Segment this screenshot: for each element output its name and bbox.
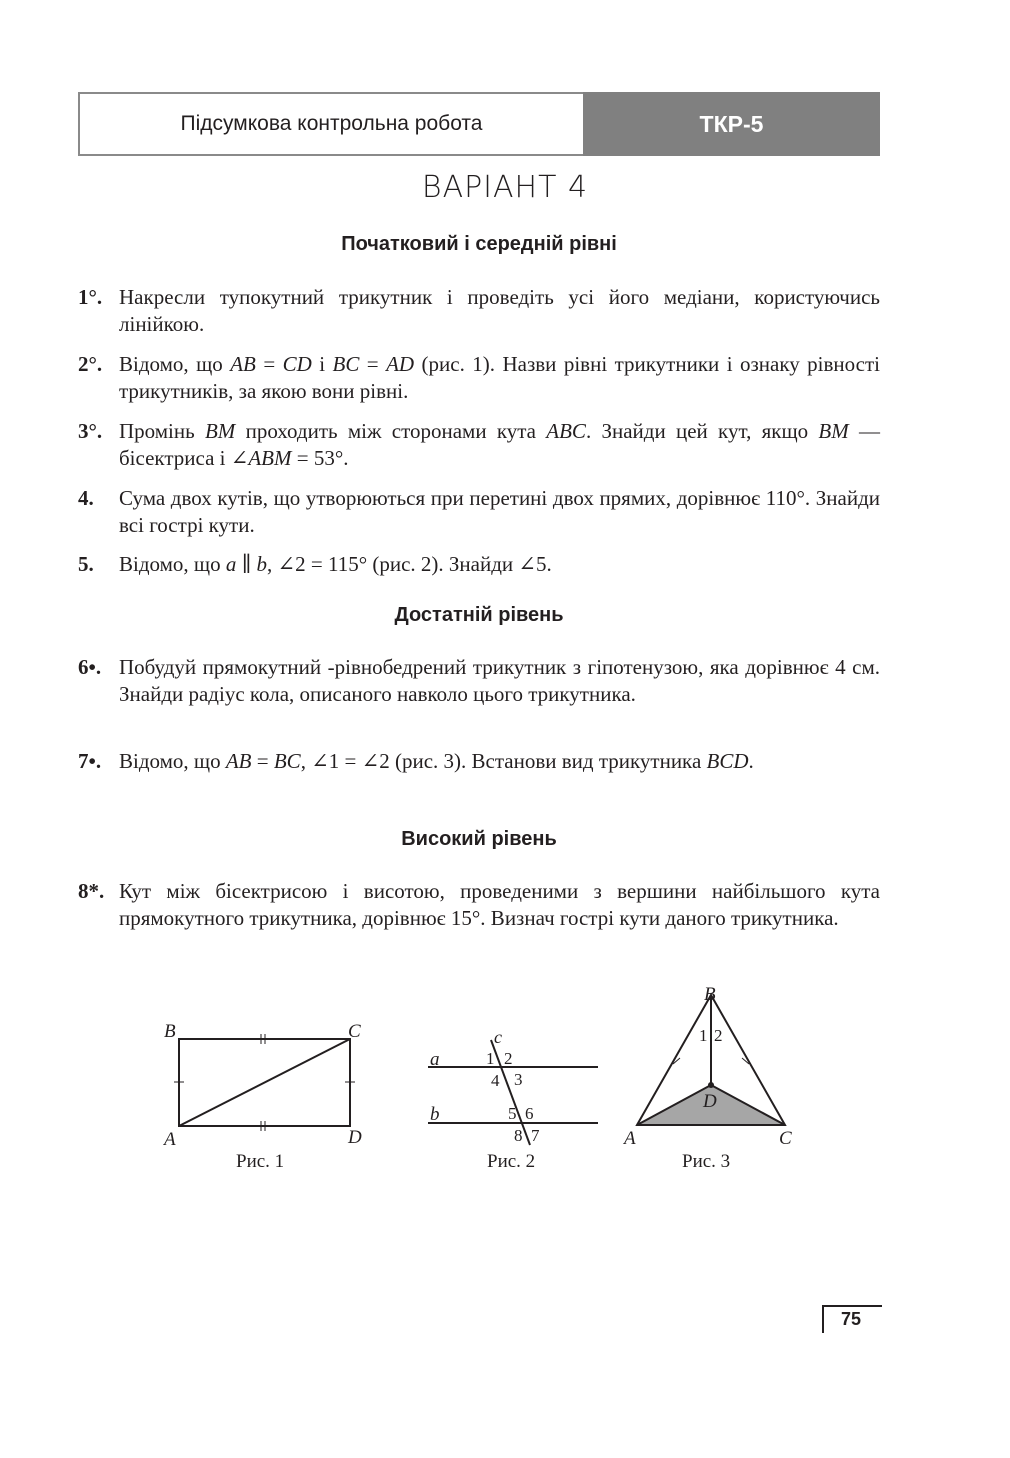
fig2-angle-2: 2 xyxy=(504,1049,513,1068)
task-number: 7•. xyxy=(78,749,102,773)
fig2-label-c: c xyxy=(494,1027,502,1047)
fig3-label-a: A xyxy=(624,1128,636,1149)
fig2-angle-1: 1 xyxy=(486,1049,495,1068)
task-number: 8*. xyxy=(78,879,105,903)
task-text: Побудуй прямокутний -рівнобедрений трикутник з гіпотенузою, яка дорівнює 4 см. Знайди радіус кола, описаного навколо цього трикутника. xyxy=(119,655,880,706)
task-6 xyxy=(78,654,880,708)
section-heading-basic: Початковий і середній рівні xyxy=(341,233,617,255)
task-text: Промінь BM проходить між сторонами кута ABC. Знайди цей кут, якщо BM — бісектриса і ∠ABM = 53°. xyxy=(119,419,881,470)
fig3-angle-2: 2 xyxy=(714,1026,723,1045)
task-8 xyxy=(78,878,880,932)
task-number: 2°. xyxy=(78,352,103,376)
figure-2 xyxy=(428,1040,598,1145)
fig3-label-b: B xyxy=(704,984,716,1005)
fig2-angle-7: 7 xyxy=(531,1126,540,1145)
task-number: 3°. xyxy=(78,419,103,443)
fig3-angle-1: 1 xyxy=(699,1026,708,1045)
fig1-label-d: D xyxy=(348,1127,362,1148)
task-7 xyxy=(78,748,880,775)
fig2-label-b: b xyxy=(430,1104,440,1125)
fig3-point-d xyxy=(708,1082,714,1088)
fig2-label-a: a xyxy=(430,1049,440,1070)
fig2-angle-5: 5 xyxy=(508,1104,517,1123)
page-number: 75 xyxy=(840,1309,862,1329)
task-text: Відомо, що a ∥ b, ∠2 = 115° (рис. 2). Знайди ∠5. xyxy=(119,552,552,576)
fig3-caption: Рис. 3 xyxy=(682,1151,731,1172)
task-number: 6•. xyxy=(78,655,102,679)
task-5 xyxy=(78,551,880,578)
task-number: 4. xyxy=(78,486,94,510)
section-heading-sufficient: Достатній рівень xyxy=(394,604,564,626)
fig1-label-a: A xyxy=(164,1129,176,1150)
task-number: 1°. xyxy=(78,285,103,309)
task-text: Накресли тупокутний трикутник і проведіть усі його медіани, користуючись лінійкою. xyxy=(119,285,880,336)
task-1 xyxy=(78,284,880,338)
fig1-label-c: C xyxy=(348,1021,361,1042)
fig3-label-d: D xyxy=(703,1091,717,1112)
fig2-angle-3: 3 xyxy=(514,1070,523,1089)
fig3-label-c: C xyxy=(779,1128,792,1149)
variant-title: ВАРІАНТ 4 xyxy=(421,170,589,205)
figures-svg xyxy=(0,975,1010,1185)
task-text: Сума двох кутів, що утворюються при перетині двох прямих, дорівнює 110°. Знайди всі гострі кути. xyxy=(119,486,880,537)
fig2-caption: Рис. 2 xyxy=(487,1151,536,1172)
task-2 xyxy=(78,351,880,405)
task-text: Кут між бісектрисою і висотою, проведеними з вершини найбільшого кута прямокутного трикутника, дорівнює 15°. Визнач гострі кути даного трикутника. xyxy=(119,879,880,930)
fig1-label-b: B xyxy=(164,1021,176,1042)
section-heading-high: Високий рівень xyxy=(401,828,557,850)
page-header xyxy=(78,92,880,154)
task-text: Відомо, що AB = BC, ∠1 = ∠2 (рис. 3). Встанови вид трикутника BCD. xyxy=(119,749,754,773)
fig2-angle-6: 6 xyxy=(525,1104,534,1123)
header-code: ТКР-5 xyxy=(583,92,880,156)
task-4 xyxy=(78,485,880,539)
fig2-angle-8: 8 xyxy=(514,1126,523,1145)
task-3 xyxy=(78,418,880,472)
figures-area xyxy=(0,975,1010,1185)
task-number: 5. xyxy=(78,552,94,576)
fig1-diagonal-ac xyxy=(179,1039,350,1126)
header-title: Підсумкова контрольна робота xyxy=(78,92,583,156)
figure-1 xyxy=(174,1034,355,1131)
fig1-caption: Рис. 1 xyxy=(236,1151,285,1172)
task-text: Відомо, що AB = CD і BC = AD (рис. 1). Назви рівні трикутники і ознаку рівності трикутників, за якою вони рівні. xyxy=(119,352,881,403)
fig2-angle-4: 4 xyxy=(491,1071,500,1090)
